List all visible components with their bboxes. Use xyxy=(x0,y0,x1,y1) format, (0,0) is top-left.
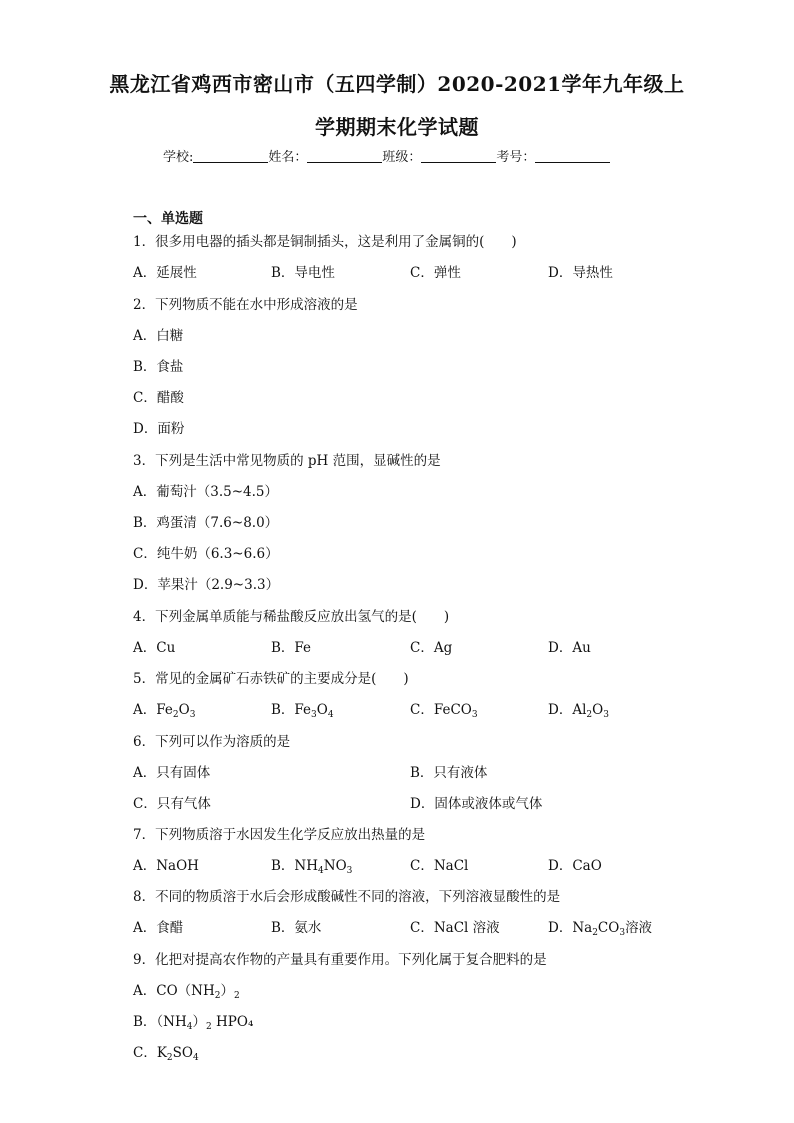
q3-option-d: D．苹果汁（2.9~3.3） xyxy=(133,577,280,593)
question-5-stem: 5．常见的金属矿石赤铁矿的主要成分是( ) xyxy=(133,671,409,687)
q1-option-b: B．导电性 xyxy=(271,265,335,281)
exam-title-line-1: 黑龙江省鸡西市密山市（五四学制）2020-2021学年九年级上 xyxy=(109,72,685,96)
q5-option-a: A．$Fe_2O_3$ xyxy=(133,702,196,720)
q8-option-d: D．$Na_2CO_3$溶液 xyxy=(548,920,653,938)
q3-option-a: A．葡萄汁（3.5~4.5） xyxy=(133,484,278,500)
q5-option-b: B．$Fe_3O_4$ xyxy=(271,702,334,720)
q4-option-b: B．Fe xyxy=(271,640,312,656)
q1-option-d: D．导热性 xyxy=(548,265,613,281)
q6-option-c: C．只有气体 xyxy=(133,796,211,812)
class-blank[interactable] xyxy=(421,148,496,163)
q3-option-b: B．鸡蛋清（7.6~8.0） xyxy=(133,515,279,531)
q7-option-a: A．NaOH xyxy=(133,858,199,874)
exam-number-label: 考号： xyxy=(496,150,536,165)
name-label: 姓名： xyxy=(268,150,308,165)
q9-option-b: B．$(NH_4)_2$ HPO₄ xyxy=(133,1014,254,1032)
q6-option-b: B．只有液体 xyxy=(410,765,488,781)
question-7-stem: 7．下列物质溶于水因发生化学反应放出热量的是 xyxy=(133,827,426,843)
q7-option-c: C．NaCl xyxy=(410,858,469,874)
q5-option-d: D．$Al_2O_3$ xyxy=(548,702,609,720)
exam-number-blank[interactable] xyxy=(535,148,610,163)
question-1-stem: 1．很多用电器的插头都是铜制插头，这是利用了金属铜的( ) xyxy=(133,234,517,250)
q4-option-d: D．Au xyxy=(548,640,591,656)
q7-option-b: B．$NH_4NO_3$ xyxy=(271,858,353,876)
question-2-stem: 2．下列物质不能在水中形成溶液的是 xyxy=(133,297,358,313)
q2-option-c: C．醋酸 xyxy=(133,390,184,406)
q6-option-d: D．固体或液体或气体 xyxy=(410,796,543,812)
question-9-stem: 9．化把对提高农作物的产量具有重要作用。下列化属于复合肥料的是 xyxy=(133,952,547,968)
name-blank[interactable] xyxy=(307,148,382,163)
q9-option-a: A．$CO(NH_2)_2$ xyxy=(133,983,240,1001)
q6-option-a: A．只有固体 xyxy=(133,765,211,781)
class-label: 班级： xyxy=(382,150,422,165)
question-8-stem: 8．不同的物质溶于水后会形成酸碱性不同的溶液，下列溶液显酸性的是 xyxy=(133,889,561,905)
question-6-stem: 6．下列可以作为溶质的是 xyxy=(133,734,291,750)
q1-option-a: A．延展性 xyxy=(133,265,197,281)
q3-option-c: C．纯牛奶（6.3~6.6） xyxy=(133,546,279,562)
q8-option-b: B．氨水 xyxy=(271,920,322,936)
q2-option-a: A．白糖 xyxy=(133,328,184,344)
q4-option-c: C．Ag xyxy=(410,640,453,656)
q4-option-a: A．Cu xyxy=(133,640,176,656)
q9-option-c: C．$K_2SO_4$ xyxy=(133,1045,199,1063)
q2-option-b: B．食盐 xyxy=(133,359,184,375)
q5-option-c: C．FeCO$_3$ xyxy=(410,702,478,720)
section-heading: 一、单选题 xyxy=(133,211,203,227)
school-label: 学校: xyxy=(163,150,194,165)
school-blank[interactable] xyxy=(193,148,268,163)
q2-option-d: D．面粉 xyxy=(133,421,185,437)
q8-option-c: C．NaCl 溶液 xyxy=(410,920,500,936)
q1-option-c: C．弹性 xyxy=(410,265,461,281)
exam-title-line-2: 学期期末化学试题 xyxy=(315,115,479,139)
question-3-stem: 3．下列是生活中常见物质的 pH 范围，显碱性的是 xyxy=(133,453,441,469)
question-4-stem: 4．下列金属单质能与稀盐酸反应放出氢气的是( ) xyxy=(133,609,450,625)
q7-option-d: D．CaO xyxy=(548,858,602,874)
q8-option-a: A．食醋 xyxy=(133,920,184,936)
student-info-row xyxy=(163,146,610,165)
